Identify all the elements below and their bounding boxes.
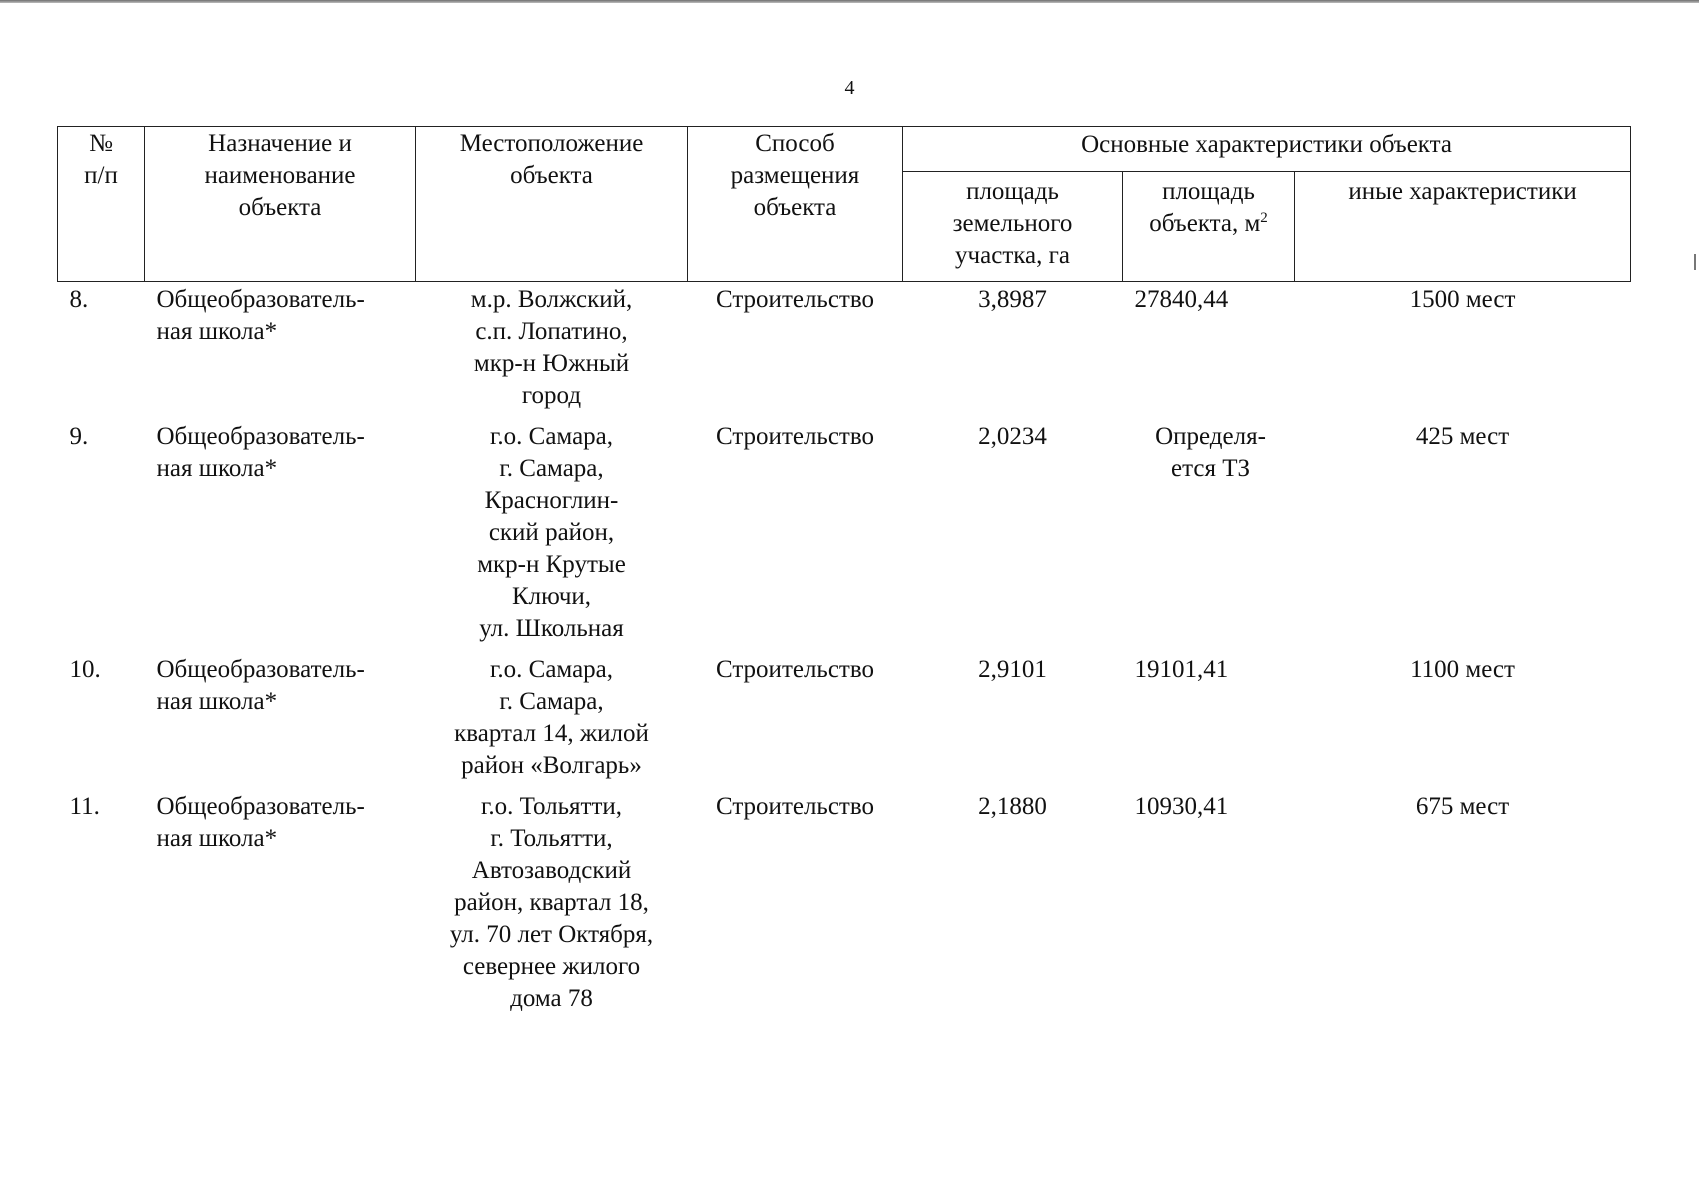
cell-method: Строительство (715, 423, 874, 450)
table-row (58, 420, 1631, 653)
table-row (58, 282, 1631, 421)
header-object-area (1123, 172, 1295, 282)
cell-other: 675 мест (1415, 793, 1510, 820)
cell-other: 1100 мест (1410, 656, 1515, 683)
cell-object-area: 27840,44 (1134, 286, 1229, 313)
cell-location: м.р. Волжский, с.п. Лопатино, мкр-н Южный город (470, 286, 633, 409)
page-number: 4 (844, 77, 855, 99)
table-header (58, 127, 1631, 282)
header-name: Назначение и наименование объекта (145, 127, 416, 282)
cell-land-area: 2,9101 (978, 656, 1047, 683)
cell-name: Общеобразователь- ная школа* (156, 286, 365, 345)
header-other: иные характеристики (1295, 172, 1631, 282)
cell-name: Общеобразователь- ная школа* (156, 793, 365, 852)
cell-method: Строительство (715, 656, 874, 683)
table-row (58, 653, 1631, 790)
cell-other: 1500 мест (1409, 286, 1516, 313)
cell-other: 425 мест (1415, 423, 1510, 450)
header-row-1 (58, 127, 1631, 172)
cell-object-area: Определя- ется ТЗ (1155, 423, 1266, 482)
header-location: Местоположение объекта (416, 127, 688, 282)
objects-table (57, 126, 1631, 1018)
cell-object-area: 10930,41 (1134, 793, 1229, 820)
scan-top-edge (0, 0, 1699, 3)
cell-num: 9. (69, 423, 89, 450)
table-body (58, 282, 1631, 1019)
cell-object-area: 19101,41 (1134, 656, 1229, 683)
cell-num: 10. (69, 656, 101, 683)
cell-method: Строительство (715, 286, 874, 313)
cell-location: г.о. Тольятти, г. Тольятти, Автозаводский район, квартал 18, ул. 70 лет Октября, севернее жилого дома 78 (449, 793, 654, 1012)
cell-name: Общеобразователь- ная школа* (156, 423, 365, 482)
cell-land-area: 2,1880 (978, 793, 1047, 820)
cell-land-area: 2,0234 (978, 423, 1047, 450)
cell-num: 8. (69, 286, 89, 313)
header-object-area-superscript: 2 (1260, 210, 1268, 226)
cell-location: г.о. Самара, г. Самара, Красноглин- ский район, мкр-н Крутые Ключи, ул. Школьная (477, 423, 626, 642)
cell-num: 11. (69, 793, 100, 820)
scan-artifact-mark (1694, 254, 1696, 270)
cell-name: Общеобразователь- ная школа* (156, 656, 365, 715)
header-land-area: площадь земельного участка, га (903, 172, 1123, 282)
header-num: № п/п (58, 127, 145, 282)
cell-method: Строительство (715, 793, 874, 820)
header-main-characteristics: Основные характеристики объекта (903, 127, 1631, 172)
cell-location: г.о. Самара, г. Самара, квартал 14, жилой район «Волгарь» (454, 656, 649, 779)
table-row (58, 790, 1631, 1018)
header-object-area-text: площадь объекта, м (1149, 178, 1261, 237)
header-method: Способ размещения объекта (688, 127, 903, 282)
cell-land-area: 3,8987 (978, 286, 1047, 313)
